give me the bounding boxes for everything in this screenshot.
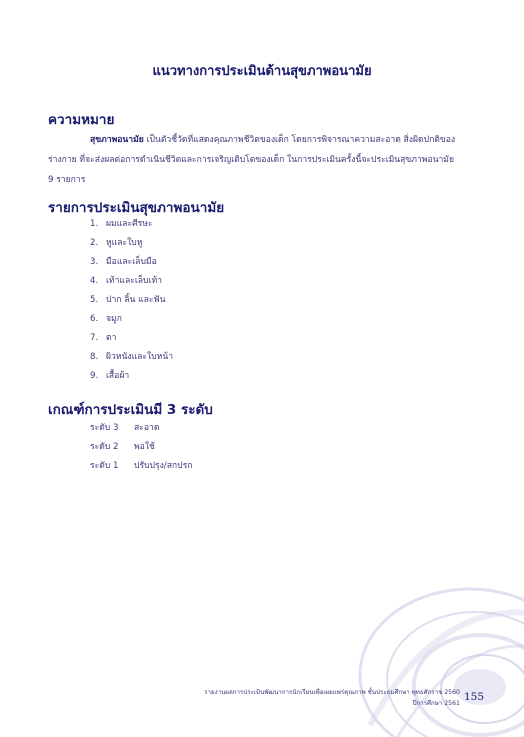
level-description: สะอาด: [134, 423, 160, 433]
list-item: [90, 215, 173, 234]
item-label: ผมและศีรษะ: [106, 219, 153, 229]
item-number: 1.: [90, 219, 99, 229]
item-label: ปาก ลิ้น และฟัน: [106, 295, 166, 305]
list-item: [90, 367, 173, 386]
item-label: ผิวหนังและใบหน้า: [106, 352, 174, 362]
page-title: แนวทางการประเมินด้านสุขภาพอนามัย: [152, 64, 372, 79]
item-label: มือและเล็บมือ: [106, 257, 157, 267]
definition-paragraph: [48, 130, 478, 190]
item-label: เสื้อผ้า: [106, 371, 130, 381]
level-description: ปรับปรุง/สกปรก: [134, 461, 193, 471]
item-number: 5.: [90, 295, 99, 305]
level-label: ระดับ 1: [90, 461, 119, 471]
footer-text: [204, 687, 460, 709]
item-label: เท้าและเล็บเท้า: [106, 276, 162, 286]
criteria-row: [90, 438, 192, 457]
item-number: 7.: [90, 333, 99, 343]
definition-line-3: 9 รายการ: [48, 175, 86, 185]
level-label: ระดับ 2: [90, 442, 119, 452]
item-number: 4.: [90, 276, 99, 286]
footer-line-2: ปีการศึกษา 2561: [412, 700, 460, 707]
criteria-level-list: [90, 419, 192, 476]
item-number: 6.: [90, 314, 99, 324]
item-label: จมูก: [106, 314, 122, 324]
list-item: [90, 329, 173, 348]
item-label: หูและใบหู: [106, 238, 143, 248]
level-label: ระดับ 3: [90, 423, 119, 433]
item-number: 2.: [90, 238, 99, 248]
criteria-row: [90, 457, 192, 476]
item-number: 3.: [90, 257, 99, 267]
definition-line-1: [48, 130, 478, 150]
definition-line-1-text: เป็นตัวชี้วัดที่แสดงคุณภาพชีวิตของเด็ก โดยการพิจารณาความสะอาด สิ่งผิดปกติของ: [143, 135, 456, 145]
criteria-row: [90, 419, 192, 438]
assessment-item-list: [90, 215, 173, 386]
list-item: [90, 291, 173, 310]
level-description: พอใช้: [134, 442, 155, 452]
list-item: [90, 310, 173, 329]
list-item: [90, 253, 173, 272]
definition-heading: ความหมาย: [48, 112, 115, 128]
definition-line-2: ร่างกาย ที่จะส่งผลต่อการดำเนินชีวิตและการเจริญเติบโตของเด็ก ในการประเมินครั้งนี้จะประเมินสุขภาพอนามัย: [48, 155, 455, 165]
decorative-swirl: [330, 555, 524, 737]
item-label: ตา: [106, 333, 117, 343]
list-item: [90, 234, 173, 253]
page-number: 155: [464, 691, 485, 703]
criteria-heading: เกณฑ์การประเมินมี 3 ระดับ: [48, 402, 213, 418]
items-heading: รายการประเมินสุขภาพอนามัย: [48, 200, 225, 216]
footer-line-1: รายงานผลการประเมินพัฒนาการนักเรียนเพื่อเผยแพร่คุณภาพ ชั้นประถมศึกษา พุทธศักราช 2560: [204, 689, 460, 696]
definition-lead-term: สุขภาพอนามัย: [90, 135, 144, 145]
list-item: [90, 272, 173, 291]
list-item: [90, 348, 173, 367]
item-number: 9.: [90, 371, 99, 381]
item-number: 8.: [90, 352, 99, 362]
